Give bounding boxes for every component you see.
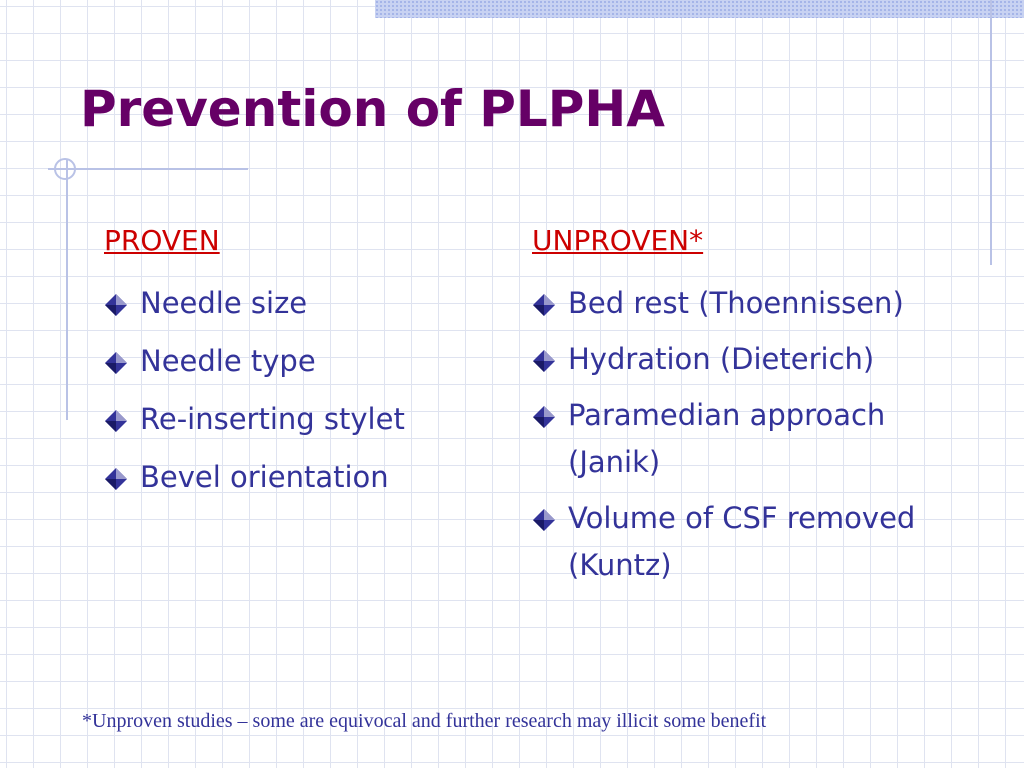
list-item-text: Re-inserting stylet [140, 402, 405, 436]
list-item [532, 495, 972, 589]
diamond-bullet-icon [104, 409, 128, 433]
diamond-bullet-icon [104, 467, 128, 491]
footnote: *Unproven studies – some are equivocal and further research may illicit some benefit [82, 710, 767, 732]
diamond-bullet-icon [532, 293, 556, 317]
list-item-text: Bevel orientation [140, 460, 389, 494]
list-item-text: Volume of CSF removed (Kuntz) [568, 501, 916, 582]
proven-heading: PROVEN [104, 224, 220, 257]
list-item [532, 280, 972, 327]
right-vertical-rule [990, 0, 992, 265]
list-item-text: Bed rest (Thoennissen) [568, 286, 904, 320]
list-item [532, 336, 972, 383]
unproven-list [532, 280, 972, 598]
proven-list [104, 280, 484, 512]
left-vertical-rule [66, 160, 68, 420]
list-item-text: Paramedian approach (Janik) [568, 398, 886, 479]
diamond-bullet-icon [104, 351, 128, 375]
diamond-bullet-icon [532, 349, 556, 373]
list-item [104, 338, 484, 385]
list-item-text: Hydration (Dieterich) [568, 342, 875, 376]
band-fill [375, 0, 1024, 18]
list-item [532, 392, 972, 486]
slide-title: Prevention of PLPHA [80, 80, 665, 138]
unproven-heading: UNPROVEN* [532, 224, 704, 257]
diamond-bullet-icon [532, 405, 556, 429]
list-item-text: Needle type [140, 344, 316, 378]
list-item [104, 454, 484, 501]
list-item-text: Needle size [140, 286, 308, 320]
title-underline-rule [48, 168, 248, 170]
crosshair-circle-icon [54, 158, 76, 180]
diamond-bullet-icon [532, 508, 556, 532]
diamond-bullet-icon [104, 293, 128, 317]
list-item [104, 280, 484, 327]
list-item [104, 396, 484, 443]
